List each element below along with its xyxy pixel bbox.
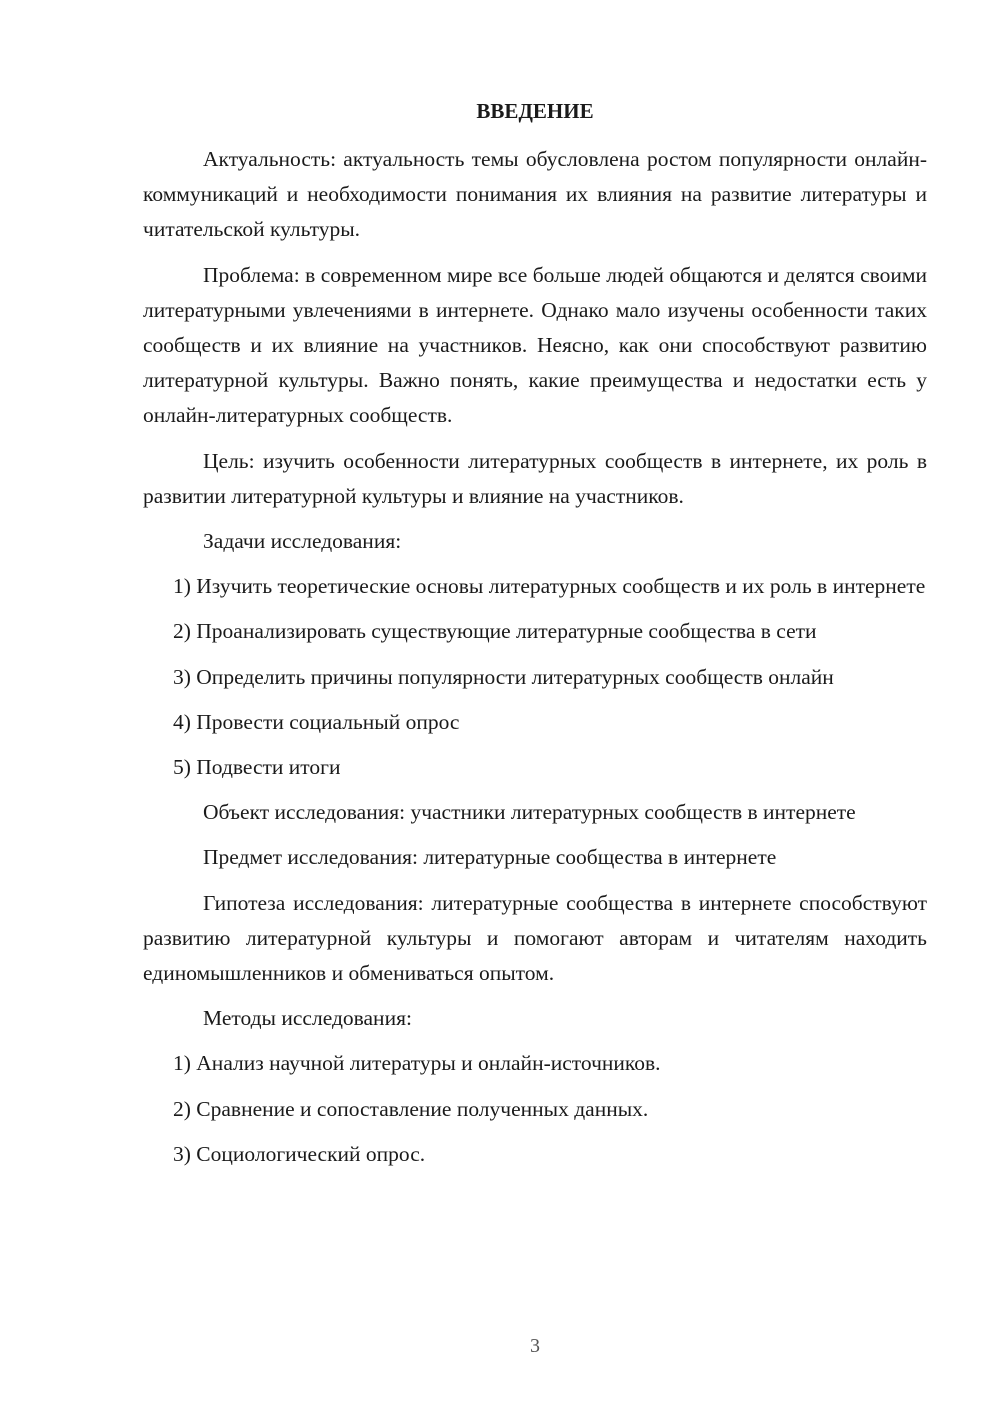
document-body xyxy=(143,142,927,1182)
task-item-5: 5) Подвести итоги xyxy=(173,755,341,780)
paragraph-object: Объект исследования: участники литературных сообществ в интернете xyxy=(203,800,856,825)
paragraph-problem: Проблема: в современном мире все больше людей общаются и делятся своими литературными увлечениями в интернете. Однако мало изучены особенности таких сообществ и их влияние на участников. Неясно, как они способствуют развитию литературной культуры. Важно понять, какие преимущества и недостатки есть у онлайн-литературных сообществ. xyxy=(143,262,927,428)
method-item-2: 2) Сравнение и сопоставление полученных данных. xyxy=(173,1096,649,1121)
paragraph-subject: Предмет исследования: литературные сообщества в интернете xyxy=(203,845,777,870)
paragraph-relevance: Актуальность: актуальность темы обусловлена ростом популярности онлайн-коммуникаций и необходимости понимания их влияния на развитие литературы и читательской культуры. xyxy=(143,147,927,242)
task-item-4: 4) Провести социальный опрос xyxy=(173,709,460,734)
paragraph-goal: Цель: изучить особенности литературных сообществ в интернете, их роль в развитии литературной культуры и влияние на участников. xyxy=(143,448,927,508)
paragraph-tasks-heading: Задачи исследования: xyxy=(203,529,402,554)
method-item-1: 1) Анализ научной литературы и онлайн-источников. xyxy=(173,1051,661,1076)
page-number: 3 xyxy=(530,1335,540,1357)
task-item-2: 2) Проанализировать существующие литературные сообщества в сети xyxy=(173,619,817,644)
paragraph-hypothesis: Гипотеза исследования: литературные сообщества в интернете способствуют развитию литературной культуры и помогают авторам и читателям находить единомышленников и обмениваться опытом. xyxy=(143,890,927,986)
section-title: ВВЕДЕНИЕ xyxy=(476,99,594,123)
task-item-1: 1) Изучить теоретические основы литературных сообществ и их роль в интернете xyxy=(173,574,926,599)
task-item-3: 3) Определить причины популярности литературных сообществ онлайн xyxy=(173,664,834,689)
method-item-3: 3) Социологический опрос. xyxy=(173,1141,426,1166)
paragraph-methods-heading: Методы исследования: xyxy=(203,1006,412,1031)
